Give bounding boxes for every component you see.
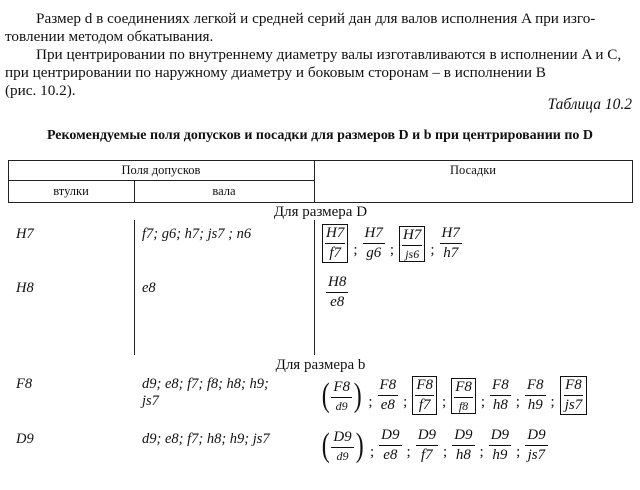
row-h7-hole: H7 — [16, 226, 34, 242]
fit-num: D9 — [525, 428, 547, 446]
fit-den: js7 — [527, 447, 546, 463]
header-hole: втулки — [53, 184, 89, 198]
fit-h7-js6 — [399, 226, 425, 262]
fit-num: D9 — [452, 428, 474, 446]
row-h7-fits: $\frac{H7}{f7}$ ; $\frac{H7}{g6}$ ; H7 js6 ; $\frac{H7}{h7}$ — [322, 224, 462, 263]
paragraph-1 — [5, 10, 633, 46]
row-h7-shafts: f7; g6; h7; js7 ; n6 — [142, 226, 252, 242]
paragraph-2-line-2: при центрировании по наружному диаметру и боковым сторонам – в исполнении B — [5, 64, 546, 81]
fit-num: F8 — [415, 378, 434, 396]
fit-d9-f7 — [416, 428, 438, 463]
fit-num: H7 — [402, 228, 422, 246]
body-divider-2 — [314, 220, 315, 355]
fit-den: f7 — [421, 447, 433, 463]
row-h8-fits — [326, 275, 348, 310]
row-d9-hole: D9 — [16, 431, 34, 447]
table-caption: Таблица 10.2 — [547, 96, 632, 113]
header-bottom-line — [8, 202, 633, 203]
fit-den: js7 — [564, 397, 583, 413]
fit-num: D9 — [331, 430, 353, 448]
section-size-d — [8, 204, 633, 221]
row-d9-fits: ( D9 d9 ) ; $\frac{D9}{e8}$ ; $\frac{D9}{f7}$ ; $\frac{D9}{h8}$ ; $\frac{D9}{h9}$ ; $\frac{D9}{js7}$ — [321, 426, 546, 464]
section-size-d-label: Для размера D — [273, 204, 368, 220]
fit-h7-f7 — [322, 224, 348, 263]
section-size-b-label: Для размера b — [275, 357, 366, 373]
fit-d9-h9 — [489, 428, 511, 463]
fit-num: D9 — [489, 428, 511, 446]
fit-den: e8 — [380, 397, 395, 413]
paragraph-2-line-1: При центрировании по внутреннему диаметру валы изготавливаются в исполнении A и C, — [36, 46, 622, 63]
fit-num: F8 — [525, 378, 546, 396]
fit-f8-d9: ( F8 d9 ) — [321, 376, 362, 414]
fit-den: f8 — [458, 398, 469, 413]
fit-d9-js7 — [525, 428, 547, 463]
row-f8-shafts-line-1: d9; e8; f7; f8; h8; h9; — [142, 376, 269, 392]
fit-num: F8 — [378, 378, 399, 396]
fit-h7-h7 — [440, 226, 462, 261]
row-d9-shafts: d9; e8; f7; h8; h9; js7 — [142, 431, 270, 447]
header-tolerance-fields: Поля допусков — [121, 163, 201, 177]
fit-f8-js7 — [560, 376, 588, 415]
fit-num: F8 — [331, 380, 352, 398]
fit-den: h9 — [527, 397, 543, 413]
paragraph-1-line-2: товлении методом обкатывания. — [5, 28, 214, 45]
fit-num: F8 — [454, 380, 473, 398]
paragraph-2 — [5, 46, 633, 100]
fit-num: F8 — [564, 378, 583, 396]
row-f8-shafts-line-2: js7 — [142, 393, 159, 409]
table-title: Рекомендуемые поля допусков и посадки для размеров D и b при центрировании по D — [46, 128, 594, 143]
fit-num: D9 — [379, 428, 401, 446]
fit-den: e8 — [383, 447, 398, 463]
fit-num: H7 — [440, 226, 462, 244]
fit-den: f7 — [329, 245, 341, 261]
row-f8-fits: ( F8 d9 ) ; $\frac{F8}{e8}$ ; $\frac{F8}{f7}$ ; F8 f8 ; $\frac{F8}{h8}$ ; $\frac{F8}{h9}$ ; $\frac{F8}{js7}$ — [320, 376, 587, 415]
fit-f8-e8 — [378, 378, 399, 413]
table-border-top — [8, 160, 633, 161]
fit-den: h7 — [443, 245, 459, 261]
fit-den: js6 — [405, 246, 420, 261]
fit-den: g6 — [366, 245, 382, 261]
fit-den: f7 — [418, 397, 431, 413]
header-shaft: вала — [212, 184, 236, 198]
header-fits: Посадки — [450, 163, 496, 177]
body-divider-1 — [134, 220, 135, 355]
fit-d9-e8 — [379, 428, 401, 463]
fit-num: F8 — [490, 378, 511, 396]
fit-num: H7 — [363, 226, 385, 244]
tolerance-table — [8, 160, 633, 490]
table-border-right — [632, 160, 633, 202]
fit-num: H7 — [325, 226, 345, 244]
fit-d9-h8 — [452, 428, 474, 463]
fit-den: h8 — [455, 447, 471, 463]
fit-h7-g6 — [363, 226, 385, 261]
fit-h8-e8 — [326, 275, 348, 310]
fit-f8-f7 — [412, 376, 437, 415]
fit-f8-h9 — [525, 378, 546, 413]
paragraph-2-line-3: (рис. 10.2). — [5, 82, 76, 99]
fit-den: h8 — [492, 397, 508, 413]
fit-den: e8 — [330, 294, 345, 310]
fit-f8-f8 — [451, 378, 476, 414]
header-divider — [8, 180, 314, 181]
fit-den: d9 — [336, 448, 349, 463]
row-h8-hole: H8 — [16, 280, 34, 296]
row-f8-shafts — [142, 376, 269, 410]
paragraph-1-line-1: Размер d в соединениях легкой и средней серий дан для валов исполнения A при изго- — [36, 10, 596, 27]
fit-num: H8 — [326, 275, 348, 293]
fit-d9-d9: ( D9 d9 ) — [321, 426, 364, 464]
fit-den: h9 — [492, 447, 508, 463]
fit-f8-h8 — [490, 378, 511, 413]
row-f8-hole: F8 — [16, 376, 33, 392]
fit-den: d9 — [335, 398, 348, 413]
section-size-b — [8, 357, 633, 374]
row-h8-shafts: e8 — [142, 280, 156, 296]
fit-num: D9 — [416, 428, 438, 446]
